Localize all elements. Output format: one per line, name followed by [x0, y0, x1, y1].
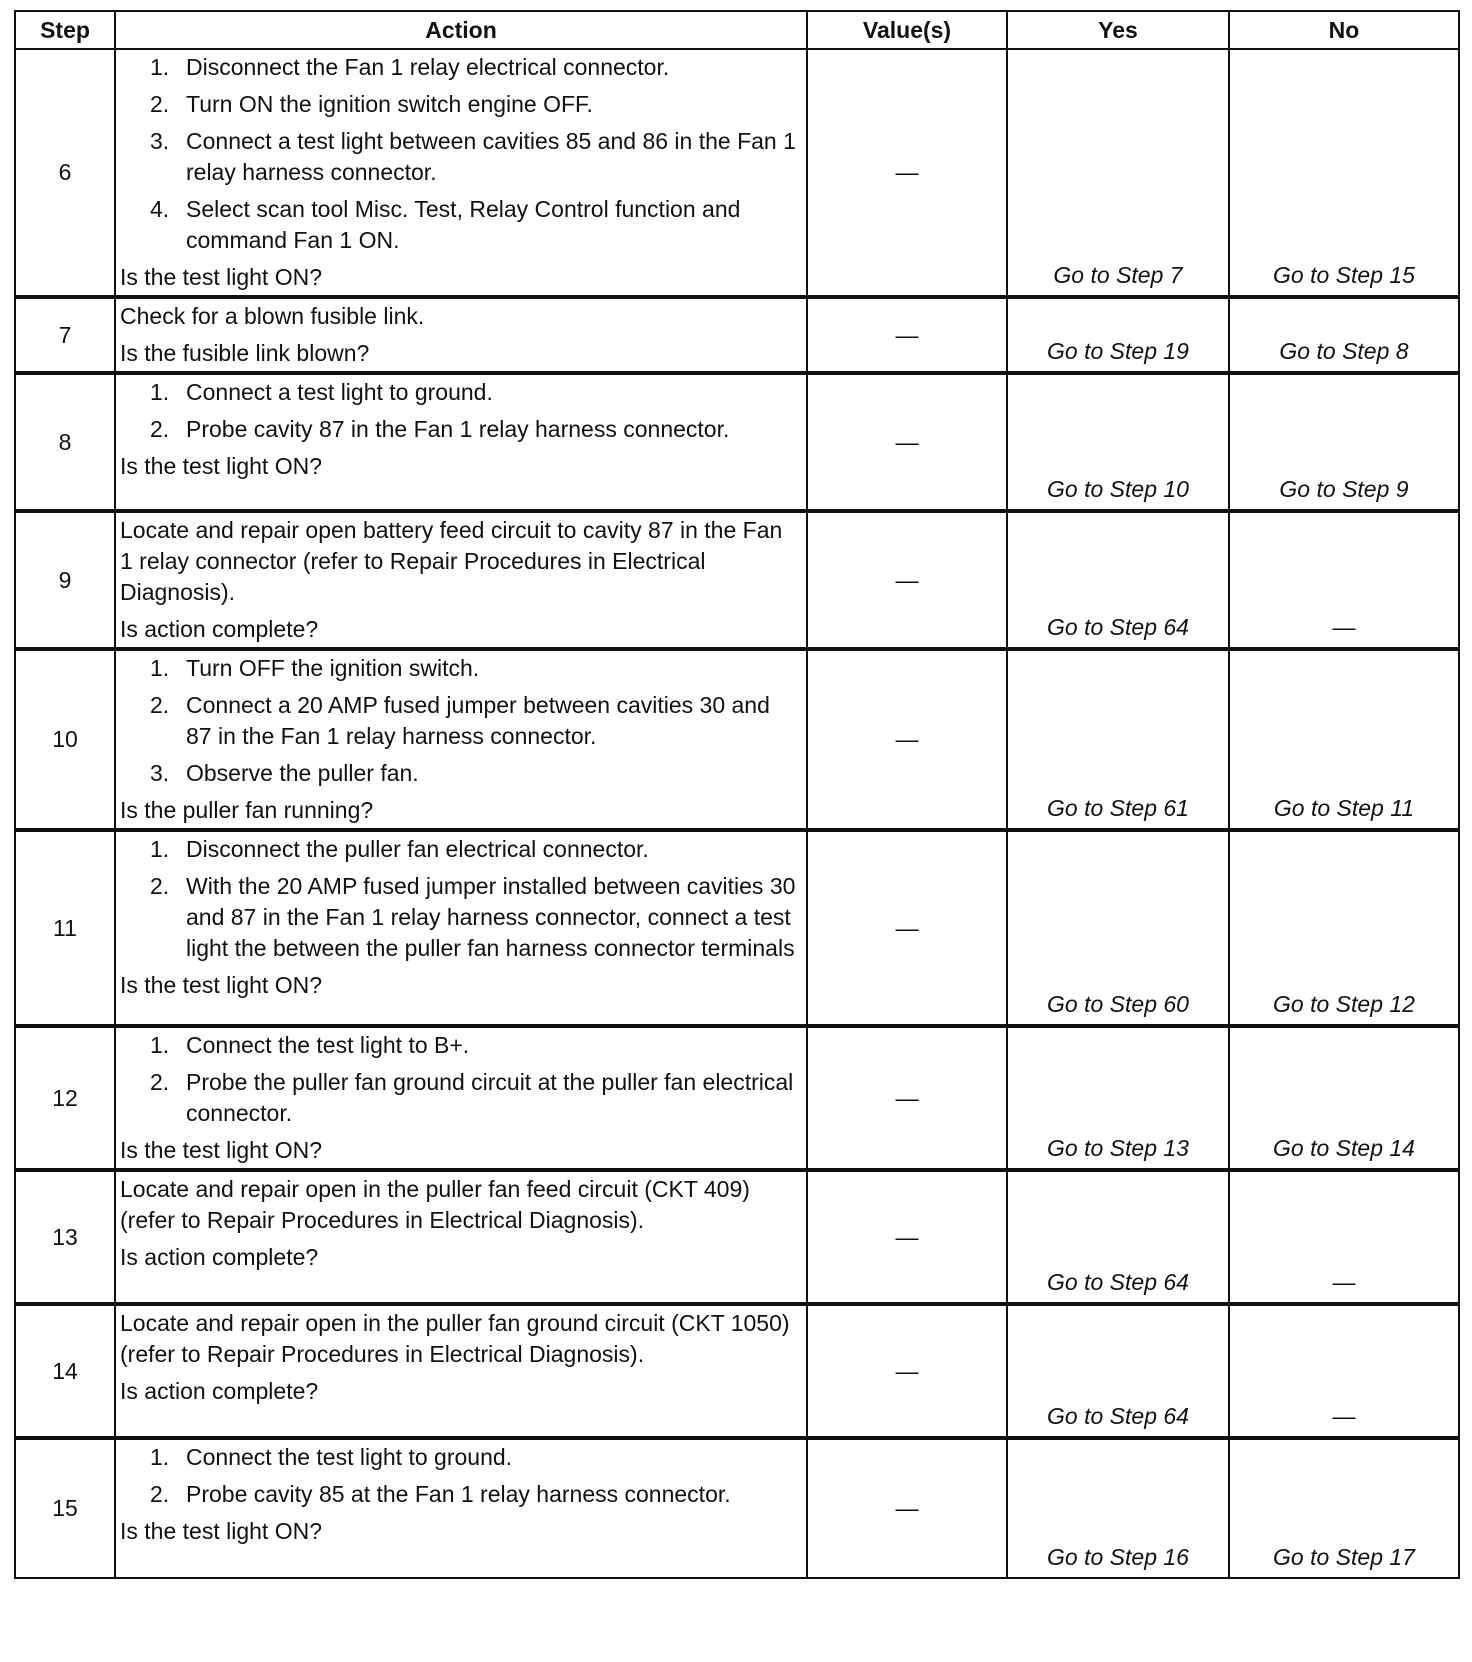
action-step-text: Observe the puller fan.	[186, 760, 419, 786]
action-step-text: Probe cavity 85 at the Fan 1 relay harness connector.	[186, 1481, 731, 1507]
step-number: 6	[15, 49, 115, 297]
step-number: 15	[15, 1438, 115, 1578]
table-row	[15, 830, 1459, 1026]
action-text: Check for a blown fusible link.	[120, 303, 425, 329]
action-cell	[115, 297, 807, 373]
value-cell: —	[807, 649, 1007, 830]
action-step-text: Connect a 20 AMP fused jumper between cavities 30 and 87 in the Fan 1 relay harness connector.	[186, 692, 770, 749]
action-step	[120, 653, 800, 684]
no-result: Go to Step 12	[1229, 830, 1459, 1026]
action-step	[120, 1067, 800, 1129]
action-step-text: Disconnect the Fan 1 relay electrical connector.	[186, 54, 670, 80]
diagnostic-table	[14, 10, 1460, 1579]
action-text: Locate and repair open battery feed circuit to cavity 87 in the Fan 1 relay connector (refer to Repair Procedures in Electrical Diagnosis).	[120, 517, 783, 605]
action-cell	[115, 1026, 807, 1170]
value-cell: —	[807, 373, 1007, 511]
value-cell: —	[807, 1438, 1007, 1578]
yes-result: Go to Step 64	[1007, 511, 1229, 649]
action-step	[120, 1479, 800, 1510]
no-result: Go to Step 8	[1229, 297, 1459, 373]
no-result: Go to Step 14	[1229, 1026, 1459, 1170]
table-row	[15, 1438, 1459, 1578]
step-number: 8	[15, 373, 115, 511]
action-text: Locate and repair open in the puller fan feed circuit (CKT 409) (refer to Repair Procedures in Electrical Diagnosis).	[120, 1176, 750, 1233]
yes-result: Go to Step 19	[1007, 297, 1229, 373]
action-question: Is action complete?	[120, 616, 319, 642]
action-cell	[115, 1170, 807, 1304]
no-result: —	[1229, 1170, 1459, 1304]
action-step-number: 1.	[150, 379, 170, 405]
value-cell: —	[807, 1304, 1007, 1438]
action-cell	[115, 1304, 807, 1438]
action-question: Is the test light ON?	[120, 264, 322, 290]
action-step	[120, 126, 800, 188]
header-values: Value(s)	[807, 11, 1007, 49]
action-step-number: 3.	[150, 128, 170, 154]
action-step-text: Probe cavity 87 in the Fan 1 relay harness connector.	[186, 416, 730, 442]
action-step-text: Turn OFF the ignition switch.	[186, 655, 480, 681]
action-step-number: 1.	[150, 54, 170, 80]
action-step-text: Turn ON the ignition switch engine OFF.	[186, 91, 593, 117]
value-cell: —	[807, 830, 1007, 1026]
action-step-number: 1.	[150, 1032, 170, 1058]
action-question: Is the puller fan running?	[120, 797, 374, 823]
action-steps-list	[120, 1030, 800, 1129]
no-result: —	[1229, 511, 1459, 649]
no-result: Go to Step 17	[1229, 1438, 1459, 1578]
action-step-number: 2.	[150, 1069, 170, 1095]
table-row	[15, 649, 1459, 830]
action-question: Is action complete?	[120, 1244, 319, 1270]
action-step-number: 3.	[150, 760, 170, 786]
yes-result: Go to Step 64	[1007, 1170, 1229, 1304]
header-row	[15, 11, 1459, 49]
action-question: Is the fusible link blown?	[120, 340, 370, 366]
value-cell: —	[807, 1170, 1007, 1304]
action-step-number: 1.	[150, 1444, 170, 1470]
value-cell: —	[807, 511, 1007, 649]
action-question: Is action complete?	[120, 1378, 319, 1404]
action-steps-list	[120, 52, 800, 256]
action-step-text: Connect a test light to ground.	[186, 379, 493, 405]
no-result: Go to Step 11	[1229, 649, 1459, 830]
action-steps-list	[120, 834, 800, 964]
header-action: Action	[115, 11, 807, 49]
action-cell	[115, 49, 807, 297]
action-step	[120, 758, 800, 789]
table-row	[15, 1304, 1459, 1438]
action-question: Is the test light ON?	[120, 972, 322, 998]
header-step: Step	[15, 11, 115, 49]
table-row	[15, 373, 1459, 511]
action-step	[120, 690, 800, 752]
action-question: Is the test light ON?	[120, 453, 322, 479]
table-row	[15, 49, 1459, 297]
value-cell: —	[807, 49, 1007, 297]
action-step	[120, 89, 800, 120]
action-step-number: 2.	[150, 692, 170, 718]
action-step-text: Disconnect the puller fan electrical connector.	[186, 836, 649, 862]
action-cell	[115, 649, 807, 830]
action-cell	[115, 830, 807, 1026]
action-step-number: 4.	[150, 196, 170, 222]
action-step-text: Connect the test light to B+.	[186, 1032, 470, 1058]
no-result: —	[1229, 1304, 1459, 1438]
table-body	[15, 49, 1459, 1578]
step-number: 9	[15, 511, 115, 649]
action-step	[120, 1442, 800, 1473]
action-text: Locate and repair open in the puller fan ground circuit (CKT 1050) (refer to Repair Procedures in Electrical Diagnosis).	[120, 1310, 790, 1367]
action-step-number: 2.	[150, 1481, 170, 1507]
action-step	[120, 414, 800, 445]
yes-result: Go to Step 64	[1007, 1304, 1229, 1438]
action-question: Is the test light ON?	[120, 1518, 322, 1544]
table-row	[15, 1170, 1459, 1304]
action-step-number: 1.	[150, 655, 170, 681]
action-step	[120, 1030, 800, 1061]
action-step-text: Connect the test light to ground.	[186, 1444, 513, 1470]
yes-result: Go to Step 16	[1007, 1438, 1229, 1578]
step-number: 11	[15, 830, 115, 1026]
action-step	[120, 194, 800, 256]
action-cell	[115, 1438, 807, 1578]
action-step	[120, 377, 800, 408]
header-no: No	[1229, 11, 1459, 49]
value-cell: —	[807, 297, 1007, 373]
action-step-text: Probe the puller fan ground circuit at the puller fan electrical connector.	[186, 1069, 794, 1126]
action-steps-list	[120, 377, 800, 445]
step-number: 12	[15, 1026, 115, 1170]
no-result: Go to Step 15	[1229, 49, 1459, 297]
value-cell: —	[807, 1026, 1007, 1170]
step-number: 7	[15, 297, 115, 373]
action-step-number: 2.	[150, 416, 170, 442]
no-result: Go to Step 9	[1229, 373, 1459, 511]
action-step-number: 1.	[150, 836, 170, 862]
yes-result: Go to Step 60	[1007, 830, 1229, 1026]
yes-result: Go to Step 13	[1007, 1026, 1229, 1170]
action-cell	[115, 373, 807, 511]
action-steps-list	[120, 1442, 800, 1510]
table-header	[15, 11, 1459, 49]
table-row	[15, 511, 1459, 649]
action-step	[120, 52, 800, 83]
yes-result: Go to Step 10	[1007, 373, 1229, 511]
diagnostic-table-page	[14, 10, 1458, 1579]
action-steps-list	[120, 653, 800, 789]
action-question: Is the test light ON?	[120, 1137, 322, 1163]
action-cell	[115, 511, 807, 649]
yes-result: Go to Step 7	[1007, 49, 1229, 297]
table-row	[15, 297, 1459, 373]
action-step	[120, 834, 800, 865]
step-number: 13	[15, 1170, 115, 1304]
step-number: 14	[15, 1304, 115, 1438]
yes-result: Go to Step 61	[1007, 649, 1229, 830]
action-step-text: Select scan tool Misc. Test, Relay Control function and command Fan 1 ON.	[186, 196, 741, 253]
action-step	[120, 871, 800, 964]
action-step-text: With the 20 AMP fused jumper installed between cavities 30 and 87 in the Fan 1 relay harness connector, connect a test light the between the puller fan harness connector terminals	[186, 873, 796, 961]
action-step-text: Connect a test light between cavities 85 and 86 in the Fan 1 relay harness connector.	[186, 128, 796, 185]
action-step-number: 2.	[150, 91, 170, 117]
action-step-number: 2.	[150, 873, 170, 899]
header-yes: Yes	[1007, 11, 1229, 49]
table-row	[15, 1026, 1459, 1170]
step-number: 10	[15, 649, 115, 830]
